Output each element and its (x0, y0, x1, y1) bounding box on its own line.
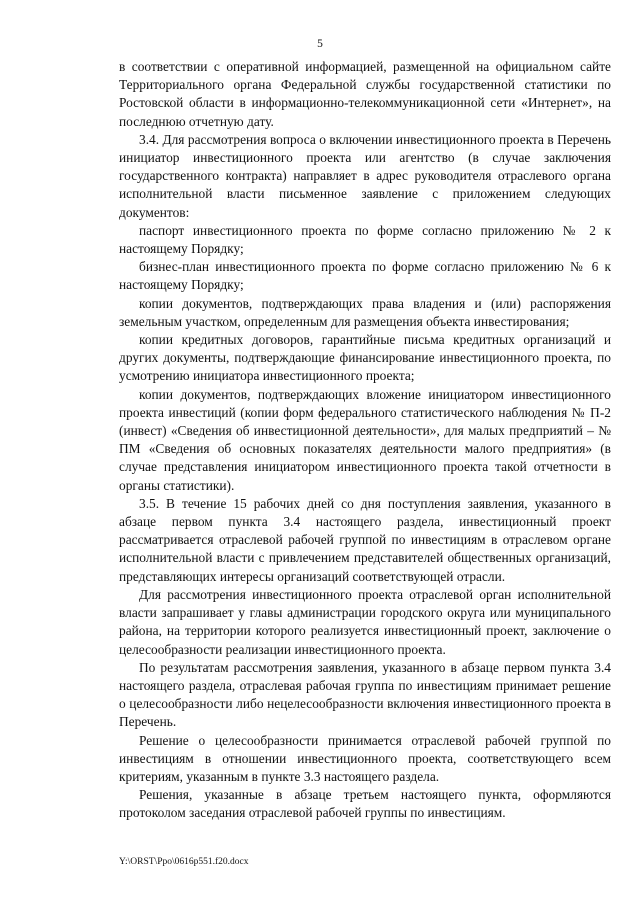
paragraph: бизнес-план инвестиционного проекта по форме согласно приложению № 6 к настоящему Порядку; (119, 259, 611, 293)
paragraph: По результатам рассмотрения заявления, указанного в абзаце первом пункта 3.4 настоящего раздела, отраслевая рабочая группа по инвестициям принимает решение о целесообразности либо нецелесообразности включения инвестиционного проекта в Перечень. (119, 659, 611, 730)
paragraph: 3.5. В течение 15 рабочих дней со дня поступления заявления, указанного в абзаце первом пункта 3.4 настоящего раздела, инвестиционный проект рассматривается отраслевой рабочей группой по инвестициям в отраслевом органе исполнительной власти с привлечением представителей общественных организаций, представляющих интересы организаций соответствующей отрасли. (119, 495, 611, 584)
paragraph: в соответствии с оперативной информацией, размещенной на официальном сайте Территориального органа Федеральной службы государственной статистики по Ростовской области в информационно-телекоммуникационной сети «Интернет», на последнюю отчетную дату. (119, 59, 611, 129)
paragraph: Для рассмотрения инвестиционного проекта отраслевой орган исполнительной власти запрашивает у главы администрации городского округа или муниципального района, на территории которого реализуется инвестиционный проект, заключение о целесообразности реализации инвестиционного проекта. (119, 586, 611, 657)
paragraph: Решения, указанные в абзаце третьем настоящего пункта, оформляются протоколом заседания отраслевой рабочей группы по инвестициям. (119, 787, 611, 821)
paragraph: копии документов, подтверждающих права владения и (или) распоряжения земельным участком, определенным для размещения объекта инвестирования; (119, 295, 611, 329)
paragraph: паспорт инвестиционного проекта по форме согласно приложению № 2 к настоящему Порядку; (119, 222, 611, 257)
document-body (119, 58, 611, 823)
paragraph: Решение о целесообразности принимается отраслевой рабочей группой по инвестициям в отношении инвестиционного проекта, соответствующего всем критериям, указанным в пункте 3.3 настоящего раздела. (119, 732, 611, 784)
paragraph: 3.4. Для рассмотрения вопроса о включении инвестиционного проекта в Перечень инициатор инвестиционного проекта или агентство (в случае заключения государственного контракта) направляет в адрес руководителя отраслевого органа исполнительной власти письменное заявление с приложением следующих документов: (119, 131, 611, 220)
paragraph: копии кредитных договоров, гарантийные письма кредитных организаций и других документы, подтверждающие финансирование инвестиционного проекта, по усмотрению инициатора инвестиционного проекта; (119, 332, 611, 384)
footer-file-path: Y:\ORST\Ppo\0616p551.f20.docx (119, 857, 249, 867)
paragraph: копии документов, подтверждающих вложение инициатором инвестиционного проекта инвестиций (копии форм федерального статистического наблюдения № П-2 (инвест) «Сведения об инвестиционной деятельности», для малых предприятий – № ПМ «Сведения об основных показателях деятельности малого предприятия» (в случае представления инициатором инвестиционного проекта такой отчетности в органы статистики). (119, 386, 611, 493)
page-number: 5 (317, 38, 323, 50)
